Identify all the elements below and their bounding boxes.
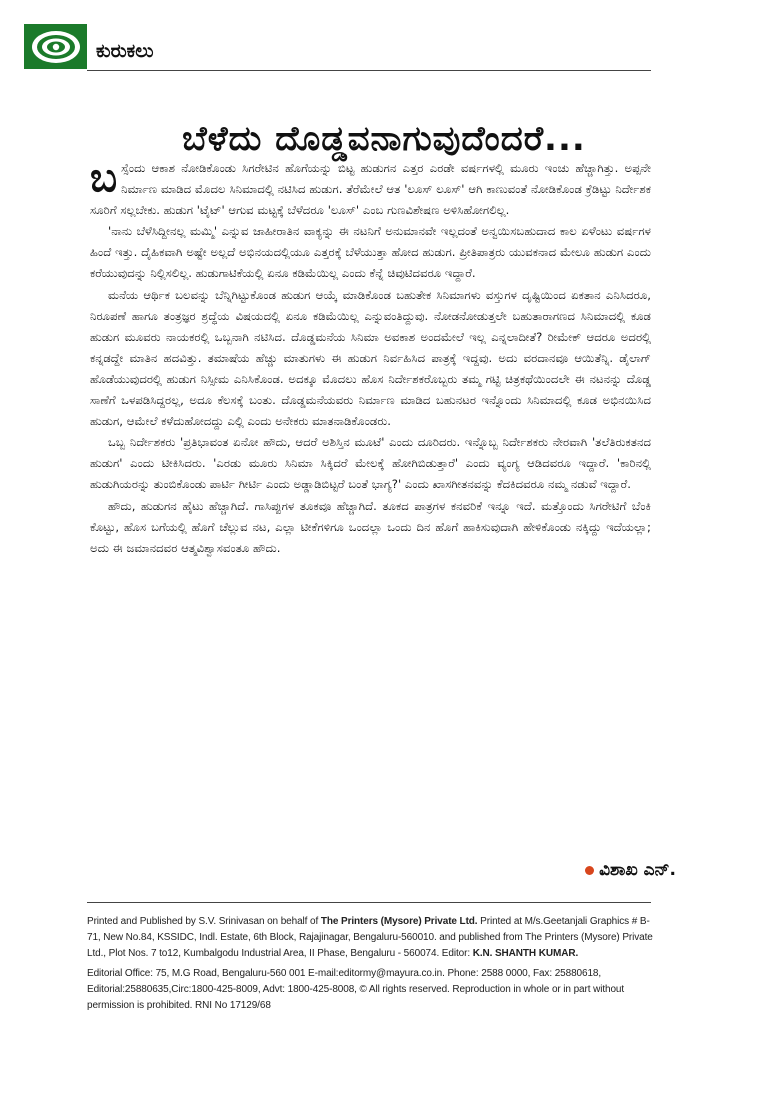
footer-divider — [87, 902, 651, 903]
drop-cap: ಬ — [90, 155, 118, 201]
article-paragraph: 'ನಾನು ಬೆಳೆಸಿದ್ದೀನಲ್ಲ ಮಮ್ಮಿ' ಎನ್ನುವ ಜಾಹೀರಾತಿನ ವಾಕ್ಯನ್ನು ಈ ನಟನಿಗೆ ಅನುಮಾನವೇ ಇಲ್ಲದಂತೆ ಅನ್ವಯಿಸಬಹುದಾದ ಕಾಲ ಏಳೆಂಟು ವರ್ಷಗಳ ಹಿಂದೆ ಇತ್ತು. ದೈಹಿಕವಾಗಿ ಅಷ್ಟೇ ಅಲ್ಲದೆ ಅಭಿನಯದಲ್ಲಿಯೂ ಎತ್ತರಕ್ಕೆ ಬೆಳೆಯುತ್ತಾ ಹೋದ ಹುಡುಗ. ಪ್ರೀತಿಪಾತ್ರರು ಯುವಕನಾದ ಮೇಲೂ ಹುಡುಗ ಎಂದು ಕರೆಯುವುದನ್ನು ನಿಲ್ಲಿಸಲಿಲ್ಲ. ಹುಡುಗಾಟಿಕೆಯಲ್ಲಿ ಏನೂ ಕಡಿಮೆಯಿಲ್ಲ ಎಂದು ಕೆನ್ನೆ ಚಿವುಟಿದವರೂ ಇದ್ದಾರೆ. — [90, 224, 651, 281]
article-body — [90, 155, 651, 559]
article-headline: ಬೆಳೆದು ದೊಡ್ಡವನಾಗುವುದೆಂದರೆ... — [182, 118, 586, 159]
article-paragraph: ಒಬ್ಬ ನಿರ್ದೇಶಕರು 'ಪ್ರತಿಭಾವಂತ ಏನೋ ಹೌದು, ಆದರೆ ಅಶಿಸ್ತಿನ ಮೂಟೆ' ಎಂದು ದೂರಿದರು. ಇನ್ನೊಬ್ಬ ನಿರ್ದೇಶಕರು ನೇರವಾಗಿ 'ತಲೆತಿರುಕತನದ ಹುಡುಗ' ಎಂದು ಟೀಕಿಸಿದರು. 'ಎರಡು ಮೂರು ಸಿನಿಮಾ ಸಿಕ್ಕಿದರೆ ಮೇಲಕ್ಕೆ ಹೋಗಿಬಿಡುತ್ತಾರೆ' ಎಂದು ವ್ಯಂಗ್ಯ ಆಡಿದವರೂ ಇದ್ದಾರೆ. 'ಕಾರಿನಲ್ಲಿ ಹುಡುಗಿಯರನ್ನು ತುಂಬಿಕೊಂಡು ಪಾರ್ಟಿ ಗೀರ್ಟಿ ಎಂದು ಅಡ್ಡಾಡಿಬಿಟ್ಟರೆ ಬಂತೆ ಭಾಗ್ಯ?' ಎಂದು ಖಾಸಗೀತನವನ್ನು ಕೆದಕಿದವರೂ ನಮ್ಮ ನಡುವೆ ಇದ್ದಾರೆ. — [90, 435, 651, 492]
imprint-block — [87, 914, 657, 1014]
imprint-publisher: Printed and Published by S.V. Srinivasan on behalf of The Printers (Mysore) Private Ltd. Printed at M/s.Geetanjali Graphics # B-71, New No.84, KSSIDC, Indl. Estate, 6th Block, Rajajinagar, Bengaluru-560010. and published from The Printers (Mysore) Private Ltd., Plot Nos. 7 to12, Kumbalgodu Industrial Area, II Phase, Bengaluru - 560074. Editor: K.N. SHANTH KUMAR. — [87, 916, 653, 959]
author-byline — [585, 860, 676, 880]
section-label: ಕುರುಕಲು — [96, 40, 154, 62]
header-divider — [87, 70, 651, 71]
bullet-dot-icon — [585, 866, 594, 875]
article-paragraph: ಹೌದು, ಹುಡುಗನ ಹೈಟು ಹೆಚ್ಚಾಗಿದೆ. ಗಾಸಿಪ್ಪುಗಳ ತೂಕವೂ ಹೆಚ್ಚಾಗಿದೆ. ತೂಕದ ಪಾತ್ರಗಳ ಕನವರಿಕೆ ಇನ್ನೂ ಇದೆ. ಮತ್ತೊಂದು ಸಿಗರೇಟಿಗೆ ಬೆಂಕಿ ಕೊಟ್ಟು, ಹೊಸ ಬಗೆಯಲ್ಲಿ ಹೊಗೆ ಚೆಲ್ಲುವ ನಟ, ಎಲ್ಲಾ ಟೀಕೆಗಳಿಗೂ ಒಂದಲ್ಲಾ ಒಂದು ದಿನ ಹೊಗೆ ಹಾಕಿಸುವುದಾಗಿ ಹೇಳಿಕೊಂಡು ನಕ್ಕಿದ್ದು ಇದೆಯಲ್ಲಾ; ಅದು ಈ ಜಮಾನದವರ ಆತ್ಮವಿಶ್ವಾಸವಂತೂ ಹೌದು. — [90, 498, 651, 555]
article-paragraph: ಮನೆಯ ಆರ್ಥಿಕ ಬಲವನ್ನು ಬೆನ್ನಿಗಿಟ್ಟುಕೊಂಡ ಹುಡುಗ ಆಯ್ಕೆ ಮಾಡಿಕೊಂಡ ಬಹುತೇಕ ಸಿನಿಮಾಗಳು ವಸ್ತುಗಳ ದೃಷ್ಟಿಯಿಂದ ಏಕತಾನ ಎನಿಸಿದರೂ, ನಿರೂಪಣೆ ಹಾಗೂ ತಂತ್ರಜ್ಞರ ಶ್ರದ್ಧೆಯ ವಿಷಯದಲ್ಲಿ ಏನೂ ಕಡಿಮೆಯಿಲ್ಲ ಎನ್ನುವಂತಿದ್ದುವು. ನೋಡನೋಡುತ್ತಲೇ ಬಹುತಾರಾಗಣದ ಸಿನಿಮಾದಲ್ಲಿ ಕೂಡ ಹುಡುಗ ಮೂವರು ನಾಯಕರಲ್ಲಿ ಒಬ್ಬನಾಗಿ ನಟಿಸಿದ. ದೊಡ್ಡಮನೆಯ ಸಿನಿಮಾ ಅವಕಾಶ ಅಂದಮೇಲೆ ಇಲ್ಲ ಎನ್ನಲಾದೀತೆ? ರೀಮೇಕ್ ಆದರೂ ಅದರಲ್ಲಿ ಕನ್ನಡದ್ದೇ ಮಾತಿನ ಹದವಿತ್ತು. ತಮಾಷೆಯ ಹೆಚ್ಚು ಮಾತುಗಳು ಈ ಹುಡುಗ ನಿರ್ವಹಿಸಿದ ಪಾತ್ರಕ್ಕೆ ಇದ್ದವು. ಅದು ವರದಾನವೂ ಆಯಿತೆನ್ನಿ. ಡೈಲಾಗ್ ಹೊಡೆಯುವುದರಲ್ಲಿ ಹುಡುಗ ನಿಸ್ಸೀಮ ಎನಿಸಿಕೊಂಡ. ಅದಕ್ಕೂ ಮೊದಲು ಹೊಸ ನಿರ್ದೇಶಕರೊಬ್ಬರು ತಮ್ಮ ಗಟ್ಟಿ ಚಿತ್ರಕಥೆಯಿಂದಲೇ ಈ ನಟನನ್ನು ದೊಡ್ಡ ಸಾಣೆಗೆ ಒಳಪಡಿಸಿದ್ದರಲ್ಲ, ಅದೂ ಕೆಲಸಕ್ಕೆ ಬಂತು. ದೊಡ್ಡಮನೆಯವರು ನಿರ್ಮಾಣ ಮಾಡಿದ ಬಹುನಟರ ಇನ್ನೊಂದು ಸಿನಿಮಾದಲ್ಲಿ ಕೂಡ ಅಭಿನಯಿಸಿದ ಹುಡುಗ, ಆಮೇಲೆ ಕಳೆದುಹೋದದ್ದು ಎಲ್ಲಿ ಎಂದು ಅನೇಕರು ಮಾತನಾಡಿಕೊಂಡರು. — [90, 287, 651, 429]
imprint-office: Editorial Office: 75, M.G Road, Bengaluru-560 001 E-mail:editormy@mayura.co.in. Phone: 2588 0000, Fax: 25880618, Editorial:25880635,Circ:1800-425-8009, Advt: 1800-425-8008, © All rights reserved. Reproduction in whole or in part without permission is prohibited. RNI No 17129/68 — [87, 968, 625, 1011]
author-name: ವಿಶಾಖ ಎನ್. — [599, 860, 676, 880]
logo — [24, 24, 87, 69]
publication-logo-icon — [30, 28, 82, 66]
article-paragraph: ಬಸ್ಸೆಂದು ಆಕಾಶ ನೋಡಿಕೊಂಡು ಸಿಗರೇಟಿನ ಹೊಗೆಯನ್ನು ಬಿಟ್ಟ ಹುಡುಗನ ಎತ್ತರ ಎರಡೇ ವರ್ಷಗಳಲ್ಲಿ ಮೂರು ಇಂಚು ಹೆಚ್ಚಾಗಿತ್ತು. ಅಪ್ಪನೇ ನಿರ್ಮಾಣ ಮಾಡಿದ ಮೊದಲ ಸಿನಿಮಾದಲ್ಲಿ ನಟಿಸಿದ ಹುಡುಗ. ತೆರೆಮೇಲೆ ಆತ 'ಲೂಸ್ ಲೂಸ್' ಆಗಿ ಕಾಣುವಂತೆ ನೋಡಿಕೊಂಡ ಕ್ರೆಡಿಟ್ಟು ನಿರ್ದೇಶಕ ಸೂರಿಗೆ ಸಲ್ಲಬೇಕು. ಹುಡುಗ 'ಟೈಟ್' ಆಗುವ ಮಟ್ಟಕ್ಕೆ ಬೆಳೆದರೂ 'ಲೂಸ್' ಎಂಬ ಗುಣವಿಶೇಷಣ ಅಳಿಸಿಹೋಗಲಿಲ್ಲ. — [90, 155, 651, 218]
